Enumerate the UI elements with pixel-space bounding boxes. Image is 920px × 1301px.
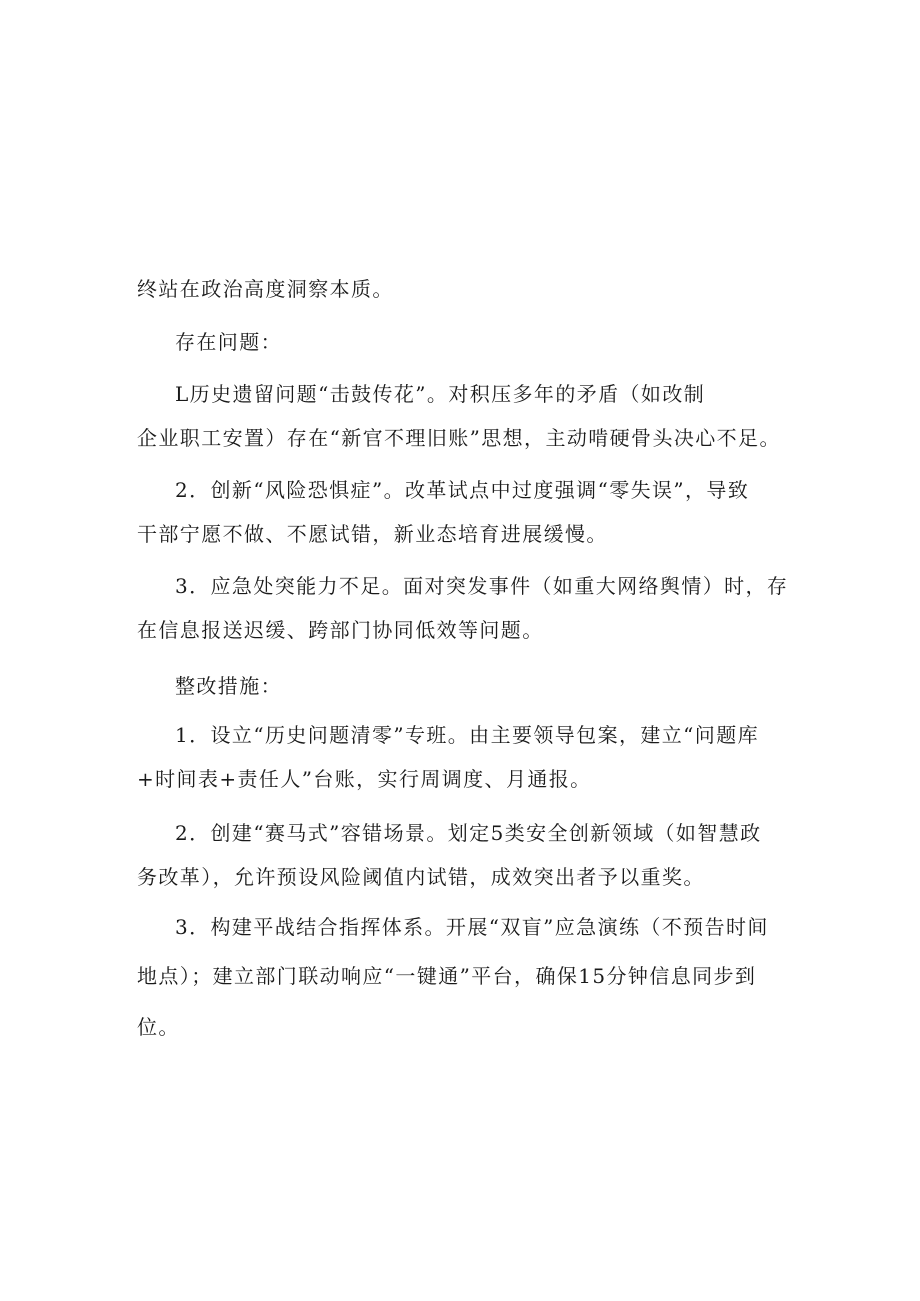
measure-2-line-1: 2．创建“赛马式”容错场景。划定5类安全创新领域（如智慧政 bbox=[175, 821, 762, 845]
problem-2-line-1: 2．创新“风险恐惧症”。改革试点中过度强调“零失误”，导致 bbox=[175, 478, 750, 502]
problem-3-line-1: 3．应急处突能力不足。面对突发事件（如重大网络舆情）时，存 bbox=[175, 574, 789, 598]
measure-3-line-2: 地点）；建立部门联动响应“一键通”平台，确保15分钟信息同步到 bbox=[137, 964, 757, 988]
measure-2-line-2: 务改革），允许预设风险阈值内试错，成效突出者予以重奖。 bbox=[137, 865, 705, 889]
measure-3-line-3: 位。 bbox=[137, 1015, 180, 1039]
measure-3-line-1: 3．构建平战结合指挥体系。开展“双盲”应急演练（不预告时间 bbox=[175, 915, 769, 939]
text-line-continuation: 终站在政治高度洞察本质。 bbox=[137, 277, 394, 301]
problem-1-line-2: 企业职工安置）存在“新官不理旧账”思想，主动啃硬骨头决心不足。 bbox=[137, 426, 781, 450]
problem-1-line-1: L历史遗留问题“击鼓传花”。对积压多年的矛盾（如改制 bbox=[175, 382, 706, 406]
measure-1-line-2: +时间表+责任人”台账，实行周调度、月通报。 bbox=[137, 767, 592, 791]
problem-2-line-2: 干部宁愿不做、不愿试错，新业态培育进展缓慢。 bbox=[137, 522, 608, 546]
section-heading-measures: 整改措施： bbox=[175, 674, 282, 698]
section-heading-problems: 存在问题： bbox=[175, 330, 282, 354]
measure-1-line-1: 1．设立“历史问题清零”专班。由主要领导包案，建立“问题库 bbox=[175, 723, 759, 747]
problem-3-line-2: 在信息报送迟缓、跨部门协同低效等问题。 bbox=[137, 618, 544, 642]
